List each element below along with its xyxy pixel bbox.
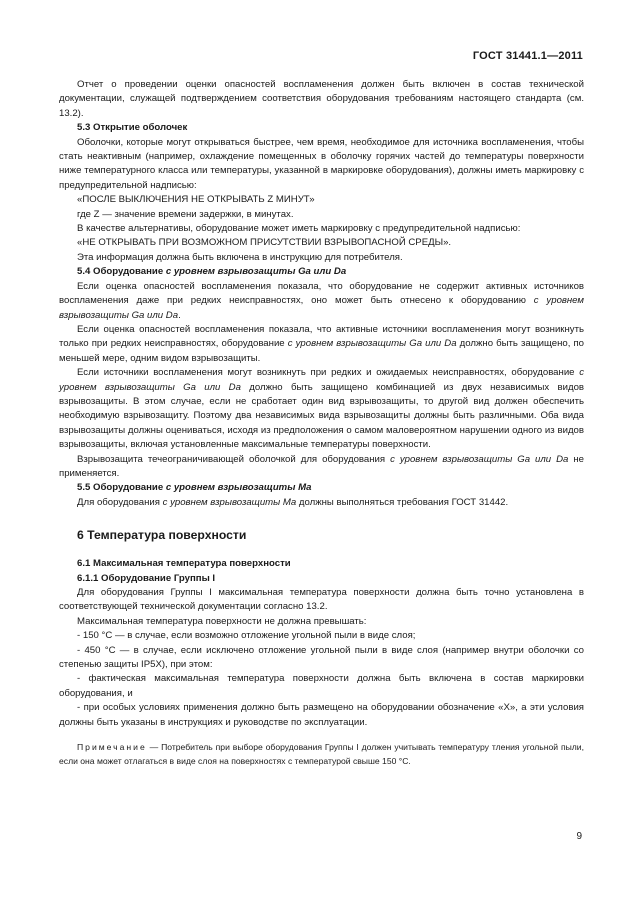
heading-italic: с уровнем взрывозащиты Ma xyxy=(165,482,312,494)
list-item: - при особых условиях применения должно быть размещено на оборудовании обозначение «X», а эти условия должны быть указаны в инструкциях и руководстве по эксплуатации. xyxy=(59,702,584,728)
note-label: Примечание xyxy=(77,742,147,753)
text: Если оценка опасностей воспламенения показала, что активные источники воспламенения могут возникнуть только при редких неисправностях, оборудование xyxy=(59,323,584,350)
note-text: — Потребитель при выборе оборудования Группы I должен учитывать температуру тления угольной пыли, если она может отлагаться в виде слоя на поверхностях с температурой свыше 150 °С. xyxy=(59,742,584,767)
paragraph: Для оборудования Группы I максимальная температура поверхности должна быть точно установлена в соответствующей технической документации согласно 13.2. xyxy=(59,587,584,613)
heading-italic: с уровнем взрывозащиты Ga или Da xyxy=(165,266,347,278)
text: Если источники воспламенения могут возникнуть при редких и ожидаемых неисправностях, оборудование xyxy=(77,367,580,379)
paragraph: Максимальная температура поверхности не должна превышать: xyxy=(77,615,367,627)
paragraph: В качестве альтернативы, оборудование может иметь маркировку с предупредительной надписью: xyxy=(77,223,521,235)
heading-text: 5.4 Оборудование xyxy=(77,266,166,278)
text: должно быть защищено комбинацией из двух независимых видов взрывозащиты. В этом случае, если не сработает один вид взрывозащиты, то другой вид должен обеспечить необходимую взрывозащиту. Поэтому два независимых вида взрывозащиты должны быть различными. Оба вида взрывозащиты должны оцениваться, исходя из предположения о самом маловероятном нарушении одного из видов взрывозащиты, включая установленные максимальные температуры поверхности. xyxy=(59,381,585,451)
heading-text: 5.5 Оборудование xyxy=(77,482,166,494)
paragraph xyxy=(59,366,584,452)
section-heading-5-5 xyxy=(59,481,584,495)
paragraph: Оболочки, которые могут открываться быстрее, чем время, необходимое для источника воспламенения, чтобы стать неактивным (например, охлаждение помещенных в оболочку горячих частей до температуры поверхности ниже температурного класса или температуры, указанной в маркировке оборудования), должны иметь маркировку с предупредительной надписью: xyxy=(59,136,584,191)
paragraph xyxy=(59,280,584,323)
list-item: - фактическая максимальная температура поверхности должна быть включена в состав маркировки оборудования, и xyxy=(59,673,584,699)
paragraph: Эта информация должна быть включена в инструкцию для потребителя. xyxy=(77,251,403,263)
text: должно быть защищено, по меньшей мере, одним видом взрывозащиты. xyxy=(59,338,585,364)
italic-text: с уровнем взрывозащиты Ga или Da xyxy=(59,295,584,321)
list-item: - 150 °С — в случае, если возможно отложение угольной пыли в виде слоя; xyxy=(77,630,416,642)
italic-text: с уровнем взрывозащиты Ga или Da xyxy=(59,367,584,393)
text: должны выполняться требования ГОСТ 31442. xyxy=(296,496,509,508)
page-number: 9 xyxy=(576,831,582,842)
text: не применяется. xyxy=(59,453,584,479)
italic-text: с уровнем взрывозащиты Ga или Da xyxy=(287,338,457,350)
section-heading-6-1-1: 6.1.1 Оборудование Группы I xyxy=(77,572,216,584)
text: Для оборудования xyxy=(77,496,163,508)
text: Взрывозащита течеограничивающей оболочкой для оборудования xyxy=(77,453,391,465)
section-heading-5-4 xyxy=(59,265,584,279)
italic-text: с уровнем взрывозащиты Ga или Da xyxy=(390,453,569,465)
paragraph xyxy=(59,496,584,510)
paragraph: Отчет о проведении оценки опасностей воспламенения должен быть включен в состав технической документации, служащей подтверждением соответствия оборудования требованиям настоящего стандарта (см. 13.2). xyxy=(59,79,584,119)
document-body xyxy=(59,78,584,777)
italic-text: с уровнем взрывозащиты Ma xyxy=(162,496,297,508)
paragraph xyxy=(59,453,584,482)
section-heading-6: 6 Температура поверхности xyxy=(77,528,247,543)
paragraph: где Z — значение времени задержки, в минутах. xyxy=(77,208,294,220)
list-item: - 450 °С — в случае, если исключено отложение угольной пыли в виде слоя (например внутри оболочки со степенью защиты IP5X), при этом: xyxy=(59,644,584,671)
text: . xyxy=(178,309,181,321)
paragraph xyxy=(59,323,584,366)
text: Если оценка опасностей воспламенения показала, что оборудование не содержит активных источников воспламенения даже при редких неисправностях, оно может быть отнесено к оборудованию xyxy=(59,280,584,307)
warning-text: «ПОСЛЕ ВЫКЛЮЧЕНИЯ НЕ ОТКРЫВАТЬ Z МИНУТ» xyxy=(77,194,315,206)
section-heading-5-3: 5.3 Открытие оболочек xyxy=(77,122,188,134)
document-code: ГОСТ 31441.1—2011 xyxy=(472,50,583,62)
section-heading-6-1: 6.1 Максимальная температура поверхности xyxy=(77,558,291,570)
note xyxy=(59,740,584,768)
warning-text: «НЕ ОТКРЫВАТЬ ПРИ ВОЗМОЖНОМ ПРИСУТСТВИИ ВЗРЫВОПАСНОЙ СРЕДЫ». xyxy=(77,237,452,249)
